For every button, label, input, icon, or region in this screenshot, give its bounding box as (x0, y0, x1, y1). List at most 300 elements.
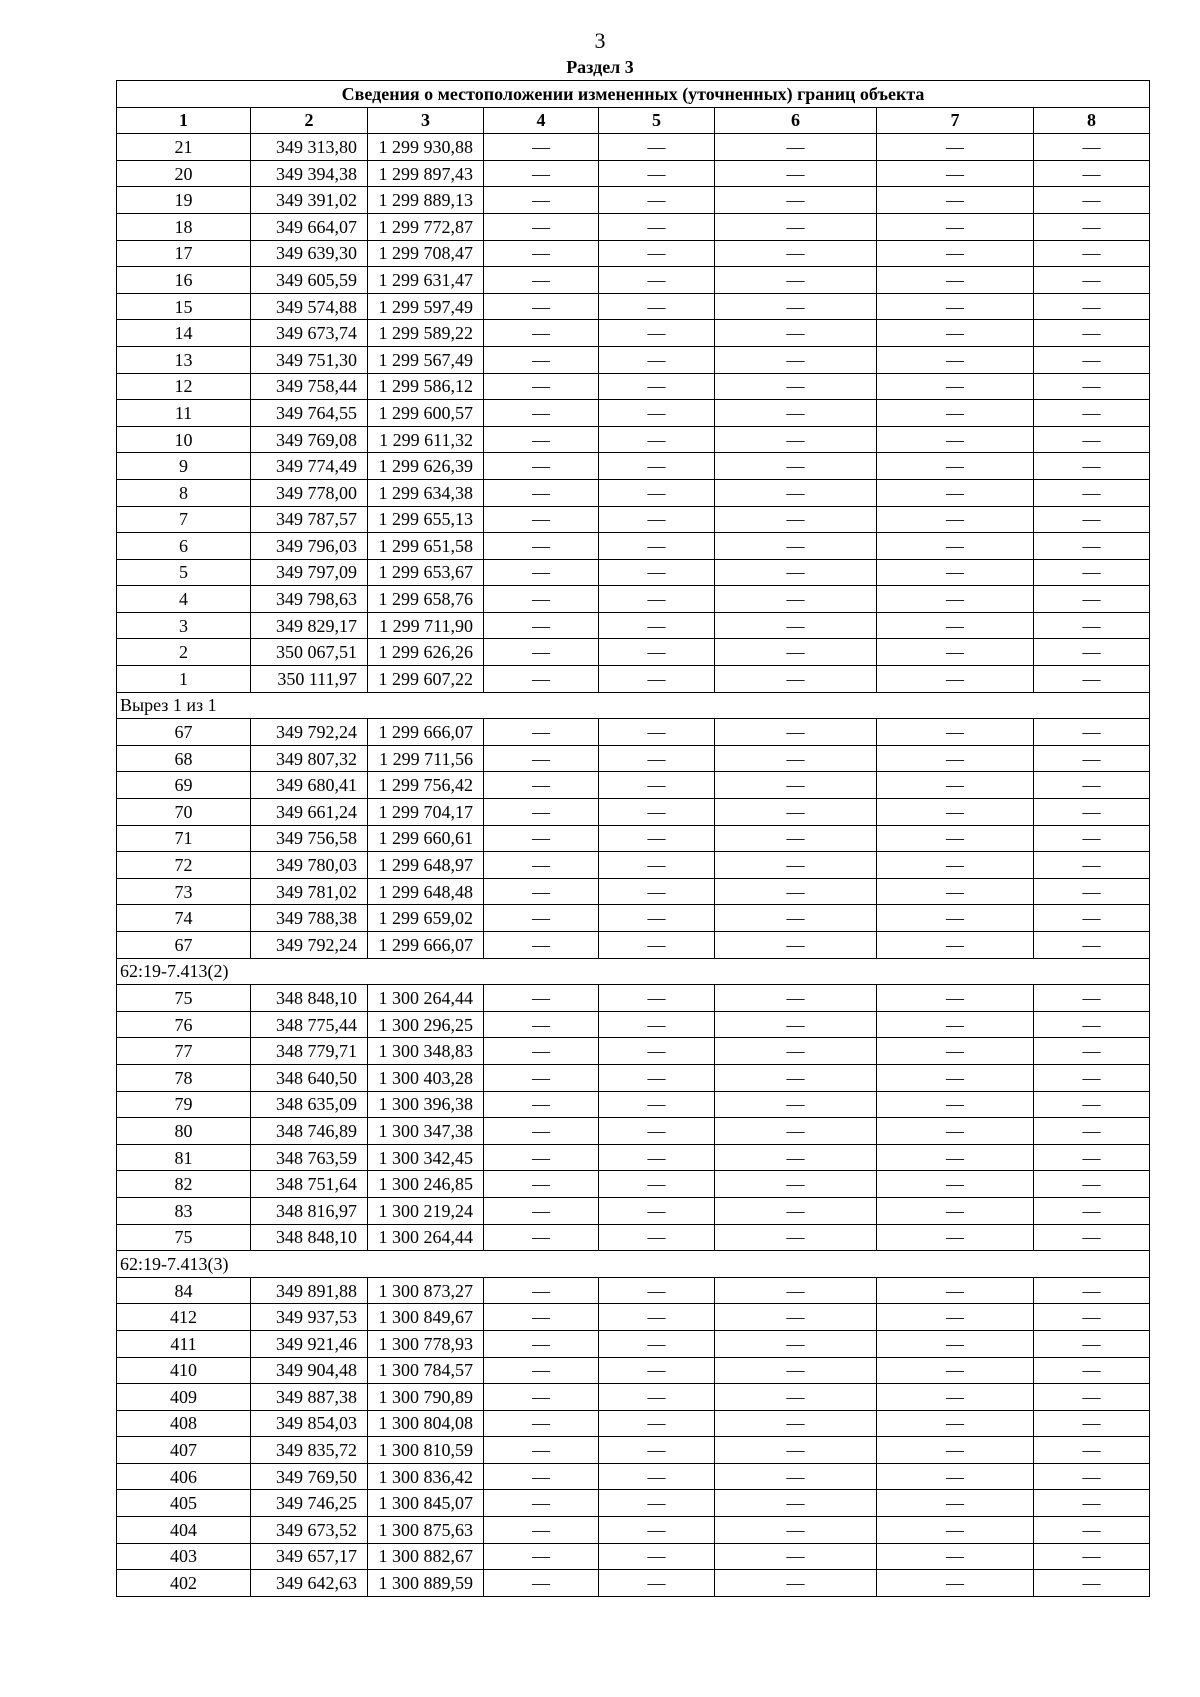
y-coordinate-cell: 1 299 666,07 (368, 932, 484, 959)
y-coordinate-cell: 1 300 778,93 (368, 1330, 484, 1357)
point-number-cell: 82 (117, 1171, 251, 1198)
x-coordinate-cell: 349 792,24 (251, 932, 368, 959)
x-coordinate-cell: 350 067,51 (251, 639, 368, 666)
empty-value-cell: — (599, 400, 715, 427)
x-coordinate-cell: 349 778,00 (251, 479, 368, 506)
empty-value-cell: — (715, 400, 877, 427)
y-coordinate-cell: 1 299 567,49 (368, 346, 484, 373)
point-number-cell: 19 (117, 187, 251, 214)
empty-value-cell: — (715, 985, 877, 1012)
table-row (117, 1277, 1150, 1304)
empty-value-cell: — (599, 745, 715, 772)
x-coordinate-cell: 349 891,88 (251, 1277, 368, 1304)
empty-value-cell: — (599, 1224, 715, 1251)
empty-value-cell: — (484, 533, 599, 560)
empty-value-cell: — (877, 479, 1034, 506)
empty-value-cell: — (484, 1517, 599, 1544)
empty-value-cell: — (877, 426, 1034, 453)
empty-value-cell: — (715, 533, 877, 560)
empty-value-cell: — (715, 1410, 877, 1437)
y-coordinate-cell: 1 299 655,13 (368, 506, 484, 533)
y-coordinate-cell: 1 300 873,27 (368, 1277, 484, 1304)
empty-value-cell: — (1034, 772, 1150, 799)
empty-value-cell: — (1034, 453, 1150, 480)
x-coordinate-cell: 349 764,55 (251, 400, 368, 427)
empty-value-cell: — (1034, 612, 1150, 639)
column-header: 3 (368, 107, 484, 134)
point-number-cell: 2 (117, 639, 251, 666)
empty-value-cell: — (1034, 213, 1150, 240)
empty-value-cell: — (715, 187, 877, 214)
empty-value-cell: — (599, 1118, 715, 1145)
table-row (117, 134, 1150, 161)
point-number-cell: 67 (117, 719, 251, 746)
empty-value-cell: — (877, 134, 1034, 161)
empty-value-cell: — (1034, 719, 1150, 746)
empty-value-cell: — (599, 426, 715, 453)
y-coordinate-cell: 1 299 651,58 (368, 533, 484, 560)
empty-value-cell: — (1034, 533, 1150, 560)
x-coordinate-cell: 349 854,03 (251, 1410, 368, 1437)
empty-value-cell: — (1034, 1304, 1150, 1331)
group-label: Вырез 1 из 1 (117, 692, 1150, 719)
x-coordinate-cell: 349 639,30 (251, 240, 368, 267)
y-coordinate-cell: 1 299 772,87 (368, 213, 484, 240)
point-number-cell: 18 (117, 213, 251, 240)
x-coordinate-cell: 348 848,10 (251, 1224, 368, 1251)
column-header: 7 (877, 107, 1034, 134)
empty-value-cell: — (599, 1304, 715, 1331)
table-row (117, 666, 1150, 693)
empty-value-cell: — (715, 267, 877, 294)
empty-value-cell: — (715, 559, 877, 586)
empty-value-cell: — (715, 1463, 877, 1490)
point-number-cell: 72 (117, 852, 251, 879)
empty-value-cell: — (877, 1357, 1034, 1384)
x-coordinate-cell: 348 848,10 (251, 985, 368, 1012)
empty-value-cell: — (599, 1277, 715, 1304)
x-coordinate-cell: 349 642,63 (251, 1570, 368, 1597)
y-coordinate-cell: 1 299 704,17 (368, 799, 484, 826)
empty-value-cell: — (877, 1197, 1034, 1224)
table-row (117, 293, 1150, 320)
table-row (117, 852, 1150, 879)
empty-value-cell: — (1034, 1224, 1150, 1251)
point-number-cell: 412 (117, 1304, 251, 1331)
empty-value-cell: — (599, 187, 715, 214)
empty-value-cell: — (484, 1357, 599, 1384)
x-coordinate-cell: 349 751,30 (251, 346, 368, 373)
y-coordinate-cell: 1 300 810,59 (368, 1437, 484, 1464)
x-coordinate-cell: 349 796,03 (251, 533, 368, 560)
y-coordinate-cell: 1 299 611,32 (368, 426, 484, 453)
x-coordinate-cell: 349 673,52 (251, 1517, 368, 1544)
y-coordinate-cell: 1 300 246,85 (368, 1171, 484, 1198)
empty-value-cell: — (484, 1543, 599, 1570)
y-coordinate-cell: 1 299 626,26 (368, 639, 484, 666)
y-coordinate-cell: 1 300 342,45 (368, 1144, 484, 1171)
empty-value-cell: — (1034, 134, 1150, 161)
empty-value-cell: — (715, 905, 877, 932)
x-coordinate-cell: 349 887,38 (251, 1384, 368, 1411)
table-row (117, 639, 1150, 666)
empty-value-cell: — (715, 1304, 877, 1331)
table-row (117, 825, 1150, 852)
point-number-cell: 10 (117, 426, 251, 453)
x-coordinate-cell: 349 788,38 (251, 905, 368, 932)
table-row (117, 1410, 1150, 1437)
empty-value-cell: — (599, 985, 715, 1012)
empty-value-cell: — (877, 320, 1034, 347)
empty-value-cell: — (484, 1410, 599, 1437)
empty-value-cell: — (715, 1330, 877, 1357)
empty-value-cell: — (1034, 1197, 1150, 1224)
empty-value-cell: — (877, 400, 1034, 427)
empty-value-cell: — (599, 134, 715, 161)
empty-value-cell: — (484, 453, 599, 480)
column-header: 4 (484, 107, 599, 134)
x-coordinate-cell: 349 313,80 (251, 134, 368, 161)
y-coordinate-cell: 1 300 264,44 (368, 985, 484, 1012)
x-coordinate-cell: 348 816,97 (251, 1197, 368, 1224)
table-row (117, 799, 1150, 826)
empty-value-cell: — (484, 586, 599, 613)
x-coordinate-cell: 349 769,08 (251, 426, 368, 453)
empty-value-cell: — (599, 267, 715, 294)
empty-value-cell: — (599, 1410, 715, 1437)
empty-value-cell: — (715, 1038, 877, 1065)
y-coordinate-cell: 1 300 296,25 (368, 1011, 484, 1038)
empty-value-cell: — (715, 1171, 877, 1198)
x-coordinate-cell: 349 769,50 (251, 1463, 368, 1490)
table-row (117, 932, 1150, 959)
empty-value-cell: — (1034, 346, 1150, 373)
empty-value-cell: — (715, 878, 877, 905)
y-coordinate-cell: 1 299 586,12 (368, 373, 484, 400)
empty-value-cell: — (599, 1384, 715, 1411)
empty-value-cell: — (484, 479, 599, 506)
empty-value-cell: — (877, 293, 1034, 320)
empty-value-cell: — (599, 1144, 715, 1171)
table-group-row (117, 1251, 1150, 1278)
empty-value-cell: — (715, 772, 877, 799)
empty-value-cell: — (715, 373, 877, 400)
empty-value-cell: — (599, 852, 715, 879)
empty-value-cell: — (1034, 1490, 1150, 1517)
empty-value-cell: — (877, 719, 1034, 746)
table-row (117, 400, 1150, 427)
point-number-cell: 75 (117, 985, 251, 1012)
x-coordinate-cell: 348 635,09 (251, 1091, 368, 1118)
empty-value-cell: — (1034, 1064, 1150, 1091)
empty-value-cell: — (1034, 1038, 1150, 1065)
empty-value-cell: — (484, 905, 599, 932)
x-coordinate-cell: 348 640,50 (251, 1064, 368, 1091)
empty-value-cell: — (1034, 586, 1150, 613)
y-coordinate-cell: 1 300 845,07 (368, 1490, 484, 1517)
x-coordinate-cell: 349 657,17 (251, 1543, 368, 1570)
table-row (117, 905, 1150, 932)
empty-value-cell: — (599, 1437, 715, 1464)
empty-value-cell: — (715, 1224, 877, 1251)
empty-value-cell: — (599, 1091, 715, 1118)
empty-value-cell: — (715, 799, 877, 826)
x-coordinate-cell: 348 779,71 (251, 1038, 368, 1065)
x-coordinate-cell: 349 787,57 (251, 506, 368, 533)
empty-value-cell: — (877, 1330, 1034, 1357)
point-number-cell: 75 (117, 1224, 251, 1251)
section-title: Раздел 3 (566, 57, 634, 77)
empty-value-cell: — (877, 772, 1034, 799)
y-coordinate-cell: 1 299 711,90 (368, 612, 484, 639)
table-row (117, 1517, 1150, 1544)
x-coordinate-cell: 349 807,32 (251, 745, 368, 772)
point-number-cell: 3 (117, 612, 251, 639)
empty-value-cell: — (599, 293, 715, 320)
point-number-cell: 67 (117, 932, 251, 959)
x-coordinate-cell: 349 680,41 (251, 772, 368, 799)
empty-value-cell: — (1034, 1437, 1150, 1464)
empty-value-cell: — (1034, 1384, 1150, 1411)
y-coordinate-cell: 1 300 804,08 (368, 1410, 484, 1437)
empty-value-cell: — (1034, 1543, 1150, 1570)
empty-value-cell: — (599, 1064, 715, 1091)
empty-value-cell: — (1034, 1144, 1150, 1171)
x-coordinate-cell: 349 835,72 (251, 1437, 368, 1464)
empty-value-cell: — (877, 1144, 1034, 1171)
empty-value-cell: — (599, 506, 715, 533)
empty-value-cell: — (877, 1118, 1034, 1145)
empty-value-cell: — (877, 559, 1034, 586)
y-coordinate-cell: 1 299 658,76 (368, 586, 484, 613)
x-coordinate-cell: 349 664,07 (251, 213, 368, 240)
page-number: 3 (594, 28, 606, 53)
empty-value-cell: — (484, 719, 599, 746)
x-coordinate-cell: 348 746,89 (251, 1118, 368, 1145)
empty-value-cell: — (1034, 932, 1150, 959)
empty-value-cell: — (715, 1091, 877, 1118)
table-row (117, 719, 1150, 746)
table-row (117, 187, 1150, 214)
x-coordinate-cell: 349 661,24 (251, 799, 368, 826)
y-coordinate-cell: 1 299 889,13 (368, 187, 484, 214)
empty-value-cell: — (599, 1490, 715, 1517)
empty-value-cell: — (877, 1064, 1034, 1091)
table-caption-row (117, 81, 1150, 108)
empty-value-cell: — (877, 1410, 1034, 1437)
table-row (117, 346, 1150, 373)
empty-value-cell: — (599, 479, 715, 506)
point-number-cell: 79 (117, 1091, 251, 1118)
y-coordinate-cell: 1 300 264,44 (368, 1224, 484, 1251)
empty-value-cell: — (715, 1277, 877, 1304)
empty-value-cell: — (877, 905, 1034, 932)
empty-value-cell: — (484, 1171, 599, 1198)
empty-value-cell: — (484, 878, 599, 905)
y-coordinate-cell: 1 299 626,39 (368, 453, 484, 480)
table-group-row (117, 958, 1150, 985)
empty-value-cell: — (715, 506, 877, 533)
empty-value-cell: — (599, 320, 715, 347)
empty-value-cell: — (877, 373, 1034, 400)
x-coordinate-cell: 349 937,53 (251, 1304, 368, 1331)
empty-value-cell: — (715, 1384, 877, 1411)
empty-value-cell: — (484, 240, 599, 267)
y-coordinate-cell: 1 299 659,02 (368, 905, 484, 932)
empty-value-cell: — (599, 772, 715, 799)
table-row (117, 1144, 1150, 1171)
table-row (117, 479, 1150, 506)
empty-value-cell: — (599, 719, 715, 746)
empty-value-cell: — (484, 1038, 599, 1065)
table-row (117, 1118, 1150, 1145)
empty-value-cell: — (484, 639, 599, 666)
point-number-cell: 5 (117, 559, 251, 586)
empty-value-cell: — (877, 1543, 1034, 1570)
y-coordinate-cell: 1 299 597,49 (368, 293, 484, 320)
empty-value-cell: — (715, 453, 877, 480)
table-row (117, 1330, 1150, 1357)
empty-value-cell: — (877, 1011, 1034, 1038)
point-number-cell: 20 (117, 160, 251, 187)
point-number-cell: 71 (117, 825, 251, 852)
empty-value-cell: — (484, 506, 599, 533)
point-number-cell: 77 (117, 1038, 251, 1065)
empty-value-cell: — (877, 825, 1034, 852)
empty-value-cell: — (599, 586, 715, 613)
empty-value-cell: — (877, 1570, 1034, 1597)
y-coordinate-cell: 1 300 784,57 (368, 1357, 484, 1384)
empty-value-cell: — (715, 719, 877, 746)
empty-value-cell: — (877, 187, 1034, 214)
table-row (117, 878, 1150, 905)
empty-value-cell: — (484, 1011, 599, 1038)
point-number-cell: 15 (117, 293, 251, 320)
empty-value-cell: — (877, 1038, 1034, 1065)
empty-value-cell: — (484, 187, 599, 214)
empty-value-cell: — (877, 666, 1034, 693)
empty-value-cell: — (877, 639, 1034, 666)
table-row (117, 453, 1150, 480)
empty-value-cell: — (1034, 479, 1150, 506)
empty-value-cell: — (715, 479, 877, 506)
table-row (117, 745, 1150, 772)
empty-value-cell: — (599, 1330, 715, 1357)
column-header: 5 (599, 107, 715, 134)
empty-value-cell: — (877, 799, 1034, 826)
y-coordinate-cell: 1 299 607,22 (368, 666, 484, 693)
x-coordinate-cell: 349 391,02 (251, 187, 368, 214)
point-number-cell: 68 (117, 745, 251, 772)
table-row (117, 1011, 1150, 1038)
empty-value-cell: — (599, 1517, 715, 1544)
table-row (117, 240, 1150, 267)
empty-value-cell: — (877, 1304, 1034, 1331)
empty-value-cell: — (484, 772, 599, 799)
empty-value-cell: — (1034, 825, 1150, 852)
table-row (117, 213, 1150, 240)
empty-value-cell: — (484, 213, 599, 240)
table-row (117, 267, 1150, 294)
empty-value-cell: — (715, 1357, 877, 1384)
empty-value-cell: — (1034, 905, 1150, 932)
y-coordinate-cell: 1 299 930,88 (368, 134, 484, 161)
empty-value-cell: — (877, 267, 1034, 294)
empty-value-cell: — (484, 293, 599, 320)
empty-value-cell: — (484, 1224, 599, 1251)
empty-value-cell: — (715, 426, 877, 453)
column-header: 2 (251, 107, 368, 134)
point-number-cell: 70 (117, 799, 251, 826)
empty-value-cell: — (1034, 666, 1150, 693)
table-row (117, 373, 1150, 400)
table-row (117, 1038, 1150, 1065)
empty-value-cell: — (599, 1038, 715, 1065)
empty-value-cell: — (715, 932, 877, 959)
empty-value-cell: — (715, 1118, 877, 1145)
empty-value-cell: — (1034, 1330, 1150, 1357)
empty-value-cell: — (715, 1437, 877, 1464)
empty-value-cell: — (715, 213, 877, 240)
y-coordinate-cell: 1 300 790,89 (368, 1384, 484, 1411)
y-coordinate-cell: 1 300 219,24 (368, 1197, 484, 1224)
empty-value-cell: — (1034, 506, 1150, 533)
empty-value-cell: — (1034, 1570, 1150, 1597)
y-coordinate-cell: 1 300 347,38 (368, 1118, 484, 1145)
empty-value-cell: — (715, 1197, 877, 1224)
empty-value-cell: — (599, 799, 715, 826)
empty-value-cell: — (1034, 1357, 1150, 1384)
empty-value-cell: — (715, 1490, 877, 1517)
point-number-cell: 1 (117, 666, 251, 693)
column-header: 1 (117, 107, 251, 134)
empty-value-cell: — (715, 1517, 877, 1544)
y-coordinate-cell: 1 299 589,22 (368, 320, 484, 347)
empty-value-cell: — (484, 1197, 599, 1224)
empty-value-cell: — (1034, 1410, 1150, 1437)
empty-value-cell: — (484, 1144, 599, 1171)
empty-value-cell: — (715, 160, 877, 187)
empty-value-cell: — (1034, 373, 1150, 400)
empty-value-cell: — (877, 1517, 1034, 1544)
point-number-cell: 12 (117, 373, 251, 400)
empty-value-cell: — (715, 1570, 877, 1597)
empty-value-cell: — (715, 639, 877, 666)
empty-value-cell: — (484, 612, 599, 639)
table-row (117, 1224, 1150, 1251)
table-row (117, 533, 1150, 560)
empty-value-cell: — (715, 852, 877, 879)
empty-value-cell: — (599, 1463, 715, 1490)
y-coordinate-cell: 1 300 889,59 (368, 1570, 484, 1597)
x-coordinate-cell: 349 904,48 (251, 1357, 368, 1384)
empty-value-cell: — (715, 293, 877, 320)
empty-value-cell: — (599, 905, 715, 932)
empty-value-cell: — (877, 533, 1034, 560)
empty-value-cell: — (599, 1171, 715, 1198)
y-coordinate-cell: 1 299 711,56 (368, 745, 484, 772)
empty-value-cell: — (877, 1463, 1034, 1490)
empty-value-cell: — (877, 985, 1034, 1012)
empty-value-cell: — (484, 1384, 599, 1411)
point-number-cell: 83 (117, 1197, 251, 1224)
empty-value-cell: — (599, 1357, 715, 1384)
empty-value-cell: — (484, 1330, 599, 1357)
empty-value-cell: — (1034, 1517, 1150, 1544)
empty-value-cell: — (877, 1224, 1034, 1251)
point-number-cell: 76 (117, 1011, 251, 1038)
point-number-cell: 409 (117, 1384, 251, 1411)
